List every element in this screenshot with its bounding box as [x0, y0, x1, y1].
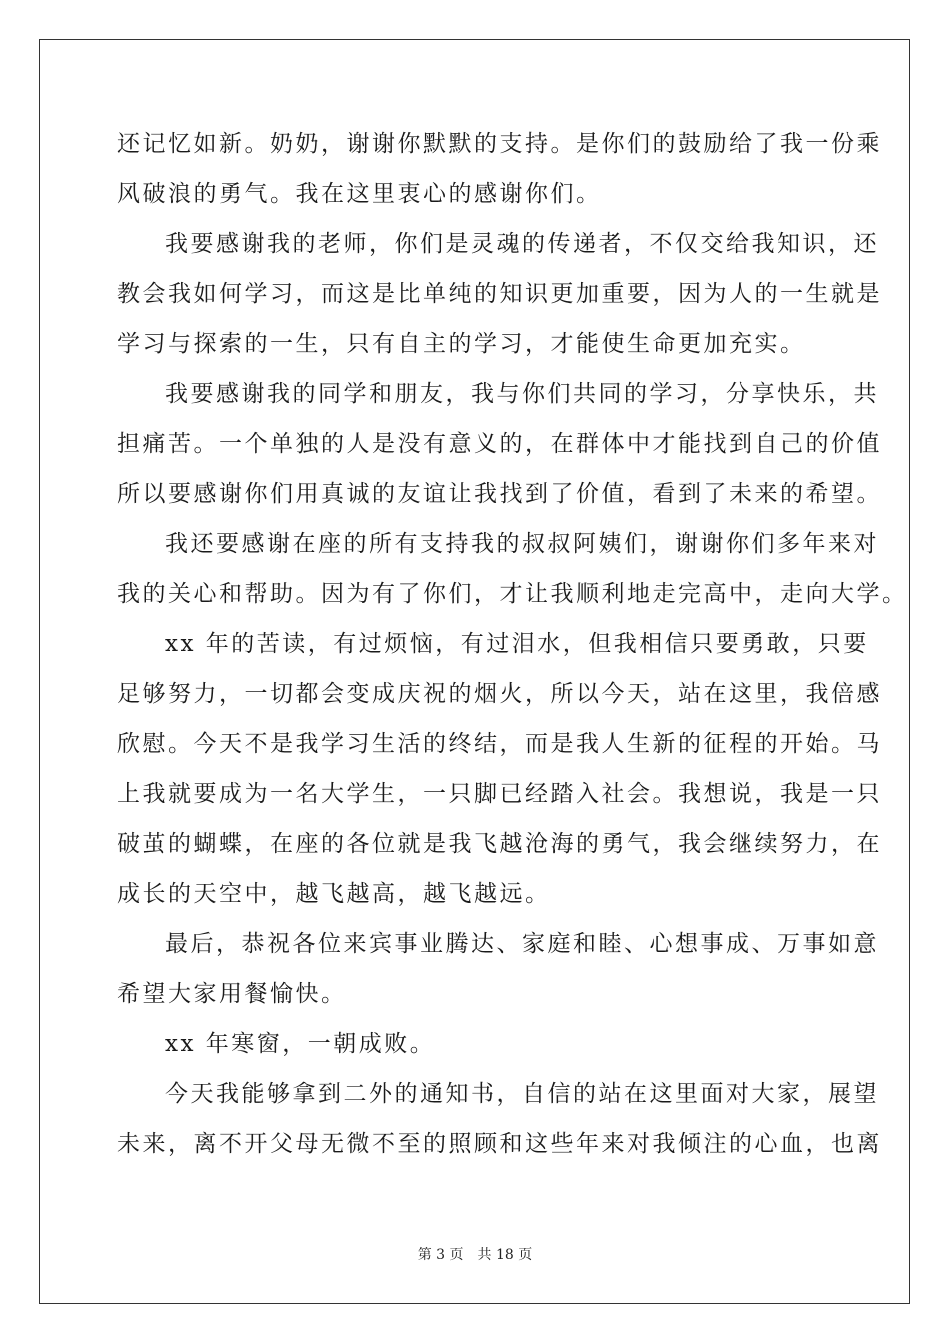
text-line: 所以要感谢你们用真诚的友谊让我找到了价值，看到了未来的希望。	[117, 481, 882, 507]
text-line: 教会我如何学习，而这是比单纯的知识更加重要，因为人的一生就是	[117, 281, 882, 307]
page-total: 共 18 页	[477, 1247, 533, 1263]
text-line: xx 年的苦读，有过烦恼，有过泪水，但我相信只要勇敢，只要	[165, 631, 869, 657]
text-line: 我还要感谢在座的所有支持我的叔叔阿姨们，谢谢你们多年来对	[165, 531, 879, 557]
text-line: 未来，离不开父母无微不至的照顾和这些年来对我倾注的心血，也离	[117, 1131, 882, 1157]
text-line: 破茧的蝴蝶，在座的各位就是我飞越沧海的勇气，我会继续努力，在	[117, 831, 882, 857]
text-line: 担痛苦。一个单独的人是没有意义的，在群体中才能找到自己的价值	[117, 431, 882, 457]
text-line: 上我就要成为一名大学生，一只脚已经踏入社会。我想说，我是一只	[117, 781, 882, 807]
text-line: 风破浪的勇气。我在这里衷心的感谢你们。	[117, 181, 602, 207]
text-line: 最后，恭祝各位来宾事业腾达、家庭和睦、心想事成、万事如意	[165, 931, 879, 957]
text-line: 我要感谢我的同学和朋友，我与你们共同的学习，分享快乐，共	[165, 381, 879, 407]
text-line: 足够努力，一切都会变成庆祝的烟火，所以今天，站在这里，我倍感	[117, 681, 882, 707]
text-line: 今天我能够拿到二外的通知书，自信的站在这里面对大家，展望	[165, 1081, 879, 1107]
text-line: 欣慰。今天不是我学习生活的终结，而是我人生新的征程的开始。马	[117, 731, 882, 757]
text-line: 我要感谢我的老师，你们是灵魂的传递者，不仅交给我知识，还	[165, 231, 879, 257]
text-line: 还记忆如新。奶奶，谢谢你默默的支持。是你们的鼓励给了我一份乘	[117, 131, 882, 157]
text-line: 我的关心和帮助。因为有了你们，才让我顺利地走完高中，走向大学。	[117, 581, 908, 607]
page-number: 第 3 页	[417, 1247, 464, 1263]
text-line: 希望大家用餐愉快。	[117, 981, 347, 1007]
text-line: 成长的天空中，越飞越高，越飞越远。	[117, 881, 551, 907]
text-line: xx 年寒窗，一朝成败。	[165, 1031, 436, 1057]
page-footer	[0, 1245, 950, 1265]
text-line: 学习与探索的一生，只有自主的学习，才能使生命更加充实。	[117, 331, 806, 357]
